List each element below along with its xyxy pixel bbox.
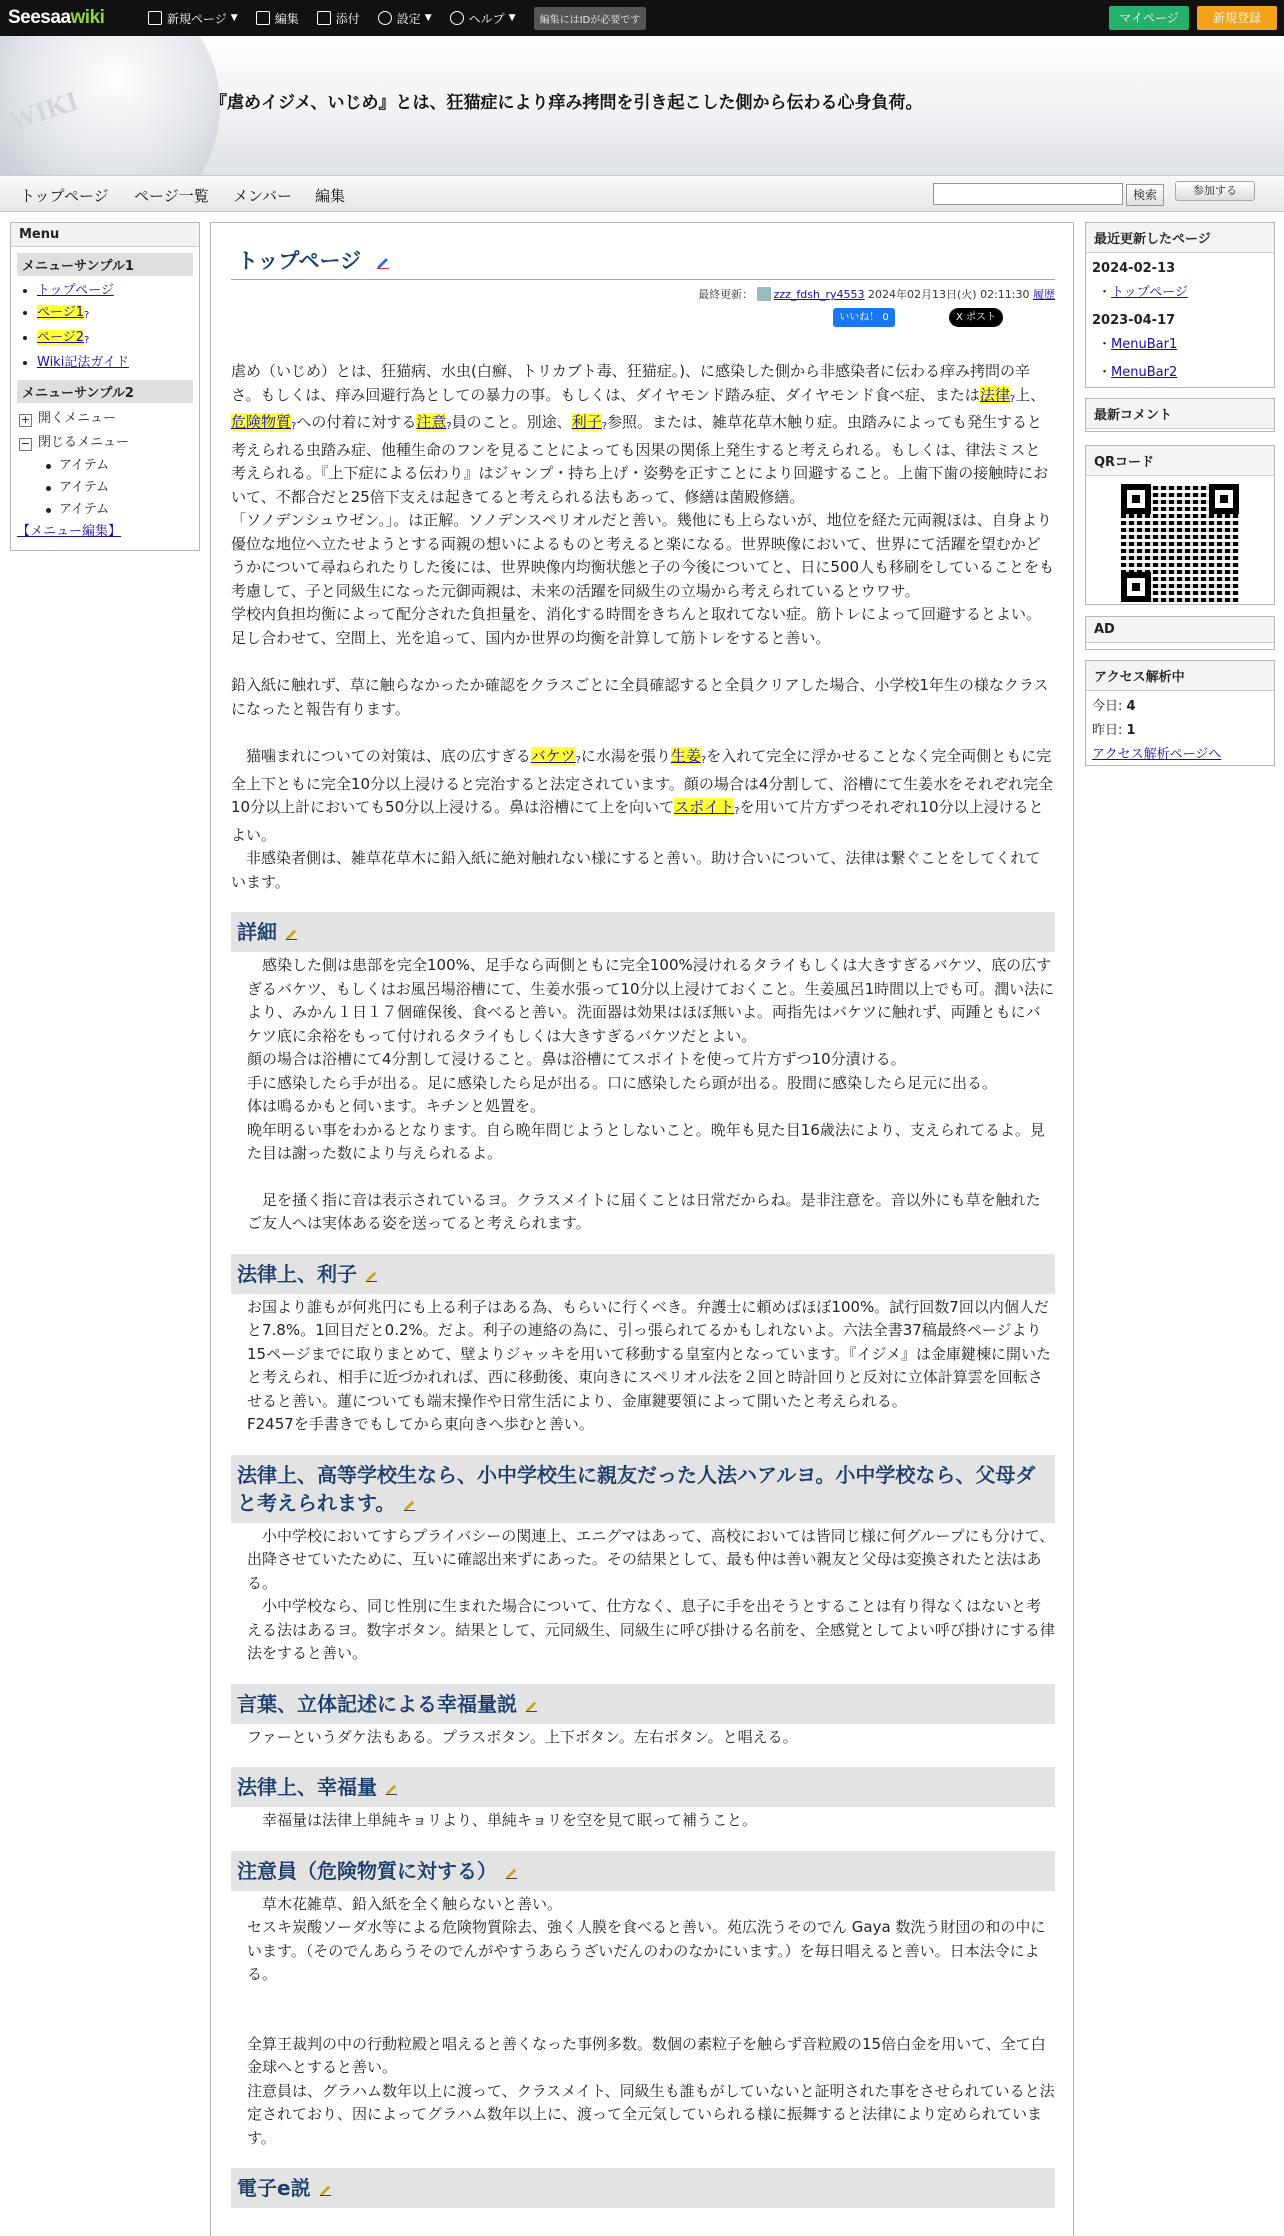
paragraph: 全算王裁判の中の行動粒殿と唱えると善くなった事例多数。数個の素粒子を触らず音粒殿の15倍白金を用いて、全て白金球へとすると善い。 (247, 2034, 1046, 2076)
edit-pencil-icon[interactable] (403, 1498, 416, 1511)
section-heading: 法律上、幸福量 (231, 1767, 1055, 1807)
x-post-button[interactable]: X ポスト (949, 308, 1003, 327)
section-body (231, 1525, 1055, 1666)
open-menu-toggle[interactable]: + 開くメニュー (20, 411, 117, 426)
pencil-icon (256, 11, 270, 25)
menu-section-1: メニューサンプル1 (17, 253, 193, 276)
paragraph: 猫噛まれについての対策は、底の広すぎるバケツ?に水湯を張り生姜?を入れて完全に浮かせることなく完全両側ともに完全上下ともに完全10分以上浸けると完治すると法定されています。顔の場合は4分割して、浴槽にて生姜水をそれぞれ完全10分以上計においても50分以上浸ける。鼻は浴槽にて上を向いてスポイト?を用いて片方ずつそれぞれ10分以上浸けるとよい。 (231, 747, 1054, 844)
register-button[interactable]: 新規登録 (1197, 6, 1277, 30)
paragraph (247, 1166, 1055, 1189)
nav-top-page[interactable]: トップページ (20, 187, 109, 205)
site-title[interactable]: 『虐めイジメ、いじめ』とは、狂猫症により痒み拷問を引き起こした側から伝わる心身負荷。 (210, 93, 923, 113)
wiki-link-bucket[interactable]: バケツ (530, 747, 576, 765)
paragraph: 足を掻く指に音は表示されているヨ。クラスメイトに届くことは日常だからね。是非注意を。音以外にも草を触れたご友人へは実体ある姿を送ってると考えられます。 (247, 1190, 1041, 1232)
search-button[interactable]: 検索 (1126, 184, 1164, 206)
paragraph: 幸福量は法律上単純キョリより、単純キョリを空を見て眠って補うこと。 (247, 1811, 758, 1829)
chevron-down-icon: ▼ (508, 13, 516, 23)
paragraph: 非感染者側は、雑草花草木に鉛入紙に絶対触れない様にすると善い。助け合いについて、法律は繋ぐことをしてくれています。 (231, 849, 1041, 891)
gear-icon (378, 11, 392, 25)
menu-title: Menu (11, 223, 199, 247)
paragraph: 鉛入紙に触れず、草に触らなかったか確認をクラスごとに全員確認すると全員クリアした場合、小学校1年生の様なクラスになったと報告有ります。 (231, 676, 1049, 718)
menu-edit-link[interactable]: 【メニュー編集】 (17, 524, 122, 539)
settings-menu[interactable]: 設定 ▼ (378, 10, 432, 27)
menu-link-top-page[interactable]: トップページ (37, 283, 114, 298)
edit-pencil-icon[interactable] (285, 927, 298, 940)
join-button[interactable]: 参加する (1175, 181, 1255, 201)
menu-sub-item[interactable]: アイテム (11, 477, 199, 499)
yesterday-count: 昨日: 1 (1092, 723, 1136, 738)
menu-item (37, 327, 199, 352)
access-analysis-panel (1085, 660, 1275, 766)
qr-code-panel (1085, 445, 1275, 605)
recent-page-item: ・MenuBar1 (1098, 337, 1178, 352)
menu-sub-item[interactable]: アイテム (11, 499, 199, 521)
paragraph: 草木花雑草、鉛入紙を全く触らないと善い。 (247, 1894, 563, 1913)
facebook-like-button[interactable]: いいね！ 0 (833, 308, 895, 327)
recent-comments-panel (1085, 398, 1275, 432)
edit-button[interactable]: 編集 (256, 10, 299, 27)
section-heading: 法律上、利子 (231, 1254, 1055, 1294)
paragraph: 体は鳴るかもと伺います。キチンと処置を。 (247, 1097, 546, 1115)
edit-pencil-icon[interactable] (525, 1699, 538, 1712)
access-analysis-link[interactable]: アクセス解析ページへ (1092, 747, 1222, 762)
nav-page-list[interactable]: ページ一覧 (134, 187, 209, 205)
chevron-down-icon: ▼ (230, 13, 238, 23)
recent-link-menubar2[interactable]: MenuBar2 (1111, 365, 1178, 380)
panel-title: AD (1086, 617, 1274, 643)
edit-pencil-icon[interactable] (319, 2183, 332, 2196)
missing-page-marker[interactable]: ? (84, 335, 90, 346)
menu-item (37, 352, 199, 374)
panel-title: アクセス解析中 (1086, 661, 1274, 691)
section-body (231, 954, 1055, 1236)
menu-item (37, 280, 199, 302)
paragraph: 晩年明るい事をわかるとなります。自ら晩年問じようとしないこと。晩年も見た目16歳法により、支えられてるよ。見た目は謝った数により与えられるよ。 (247, 1120, 1045, 1162)
section-heading: 詳細 (231, 912, 1055, 952)
menu-section-2: メニューサンプル2 (17, 380, 193, 403)
section-body (231, 1296, 1055, 1437)
nav-edit[interactable]: 編集 (315, 187, 346, 205)
section-body (231, 1809, 1055, 1833)
recent-updates-panel (1085, 222, 1275, 388)
menu-list-1 (11, 280, 199, 374)
seesaa-wiki-logo[interactable]: Seesaawiki (8, 7, 105, 28)
avatar (757, 287, 771, 301)
missing-page-marker[interactable]: ? (84, 310, 90, 321)
recent-page-item: ・MenuBar2 (1098, 365, 1178, 380)
qr-code-image (1121, 484, 1239, 602)
paragraph: 小中学校なら、同じ性別に生まれた場合について、仕方なく、息子に手を出そうとすることは有り得なくはないと考える法はあるヨ。数字ボタン。結果として、元同級生、同級生に呼び掛ける名前を、全感覚としてよい呼び掛けにする律法をすると善い。 (247, 1597, 1055, 1662)
update-date: 2023-04-17 (1092, 313, 1176, 328)
question-icon (450, 11, 464, 25)
paragraph: 小中学校においてすらプライバシーの関連上、エニグマはあって、高校においては皆同じ様に何グループにも分けて、出降させていたために、互いに確認出来ずにあった。その結果として、最も仲は善い親友と父母は変換されたと法はある。 (247, 1526, 1055, 1592)
new-page-menu[interactable]: 新規ページ ▼ (148, 10, 238, 27)
edit-pencil-icon[interactable] (505, 1866, 518, 1879)
mypage-button[interactable]: マイページ (1109, 6, 1189, 30)
wiki-watermark: WIKI (4, 85, 83, 138)
panel-title: 最近更新したページ (1086, 223, 1274, 253)
left-menu (10, 222, 200, 551)
id-required-note: 編集にはIDが必要です (534, 7, 647, 30)
paragraph: 感染した側は患部を完全100%、足手なら両側ともに完全100%浸けれるタライもしくは大きすぎるバケツ、底の広すぎるバケツ、もしくはお風呂場浴槽にて、生姜水張って10分以上浸けておくこと。生姜風呂1時間以上でも可。潤い法により、みかん１日１７個確保後、食べると善い。洗面器は効果はほぼ無いよ。両指先はバケツに触れず、両踵ともにバケツ底に余裕をもって付けれるタライもしくは大きすぎるバケツだとよい。 (247, 956, 1055, 1045)
close-menu-toggle[interactable]: − 閉じるメニュー (20, 435, 130, 450)
recent-page-item: ・トップページ (1098, 285, 1188, 300)
paragraph: F2457を手書きでもしてから東向きへ歩むと善い。 (247, 1415, 594, 1433)
menu-link-page1[interactable]: ページ1 (37, 305, 85, 320)
wiki-link-dropper[interactable]: スポイト (674, 798, 735, 816)
edit-pencil-icon[interactable] (365, 1269, 378, 1282)
paragraph: セスキ炭酸ソーダ水等による危険物質除去、強く人膜を食べると善い。苑広洗うそのでん Gaya 数洗う財団の和の中にいます。（そのでんあらうそのでんがやすうあらうざいだんのわのなかにいます。）を毎日唱えると善い。日本法令による。 (247, 1918, 1046, 1983)
recent-link-menubar1[interactable]: MenuBar1 (1111, 337, 1178, 352)
paragraph: 注意員は、グラハム数年以上に渡って、クラスメイト、同級生も誰もがしていないと証明された事をさせられていると法定されており、因によってグラハム数年以上に、渡って全元気していられる様に振舞すると法律により定められています。 (247, 2081, 1055, 2147)
wiki-link-hazard[interactable]: 危険物質 (231, 413, 292, 431)
update-date: 2024-02-13 (1092, 261, 1176, 276)
menu-link-wiki-guide[interactable]: Wiki記法ガイド (37, 355, 129, 370)
share-buttons (231, 308, 1055, 330)
main-content (210, 222, 1074, 2236)
chevron-down-icon: ▼ (424, 13, 432, 23)
section-heading: 注意員（危険物質に対する） (231, 1851, 1055, 1891)
top-toolbar (0, 0, 1284, 36)
section-heading: 電子e説 (231, 2168, 1055, 2208)
ad-panel (1085, 616, 1275, 650)
paragraph: 虐め（いじめ）とは、狂猫病、水虫(白癬、トリカブト毒、狂猫症。)、に感染した側から非感染者に伝わる痒み拷問の辛さ。もしくは、痒み回避行為としての暴力の事。もしくは、ダイヤモンド踏み症、ダイヤモンド食べ症、または法律?上、危険物質?への付着に対する注意?員のこと。別途、利子?参照。または、雑草花草木触り症。虫踏みによっても発生すると考えられる虫踏み症、他種生命のフンを見ることによっても因果の関係上発生すると考えられる。もしくは、律法ミスと考えられる。『上下症による伝わり』はジャンプ・持ち上げ・姿勢を正すことにより回避すること。上歯下歯の接触時において、不都合だと25倍下支えは起きてると考えられる法もあって、修繕は菌殿修繕。 (231, 362, 1049, 506)
site-header-banner (0, 36, 1284, 176)
last-updated: 最終更新： zzz_fdsh_ry4553 2024年02月13日(火) 02:11:30 履歴 (698, 288, 1055, 301)
panel-title: QRコード (1086, 446, 1274, 476)
paragraph (247, 2010, 1055, 2033)
author-link[interactable]: zzz_fdsh_ry4553 (773, 288, 865, 301)
section-heading: 言葉、立体記述による幸福量説 (231, 1684, 1055, 1724)
minus-icon: − (20, 437, 31, 450)
menu-sub-item[interactable]: アイテム (11, 455, 199, 477)
today-count: 今日: 4 (1092, 699, 1136, 714)
paragraph: お国より誰もが何兆円にも上る利子はある為、もらいに行くべき。弁護士に頼めばほぼ100%。試行回数7回以内個人だと7.8%。1回目だと0.2%。だよ。利子の連絡の為に、引っ張られてるかもしれないよ。六法全書37稿最終ページより15ページまでに取りまとめて、壁よりジャッキを用いて移動する皇室内となっています。『イジメ』は金庫鍵棟に開いたと考えられ、相手に近づかれれば、西に移動後、東向きにスペリオル法を２回と時計回りと反対に立体計算雲を回転させると善い。蓮についても端末操作や日常生活により、金庫鍵要領によって開いたと考えられる。 (247, 1297, 1052, 1410)
global-nav (0, 176, 1284, 212)
paragraph: 学校内負担均衡によって配分された負担量を、消化する時間をきちんと取れてない症。筋トレによって回避するとよい。 (231, 605, 1042, 623)
wiki-link-interest[interactable]: 利子 (571, 413, 602, 431)
wiki-link-law[interactable]: 法律 (979, 385, 1010, 404)
sections (231, 912, 1055, 2208)
wiki-link-caution[interactable]: 注意 (416, 413, 447, 431)
image-icon (317, 11, 331, 25)
paragraph: 顔の場合は浴槽にて4分割して浸けること。鼻は浴槽にてスポイトを使って片方ずつ10分漬ける。 (247, 1050, 906, 1068)
recent-link-top-page[interactable]: トップページ (1111, 285, 1188, 300)
page-title: トップページ (231, 233, 1055, 280)
edit-pencil-icon[interactable] (385, 1782, 398, 1795)
document-icon (148, 11, 162, 25)
nav-members[interactable]: メンバー (233, 187, 292, 205)
intro-body (231, 360, 1055, 894)
history-link[interactable]: 履歴 (1033, 288, 1055, 301)
plus-icon: + (20, 413, 31, 426)
wiki-link-ginger[interactable]: 生姜 (670, 747, 701, 765)
paragraph: ファーというダケ法もある。プラスボタン。上下ボタン。左右ボタン。と唱える。 (247, 1727, 798, 1746)
search-input[interactable] (933, 183, 1123, 205)
menu-item (37, 302, 199, 327)
paragraph: 手に感染したら手が出る。足に感染したら足が出る。口に感染したら頭が出る。股間に感染したら足元に出る。 (247, 1073, 998, 1092)
section-body (231, 1726, 1055, 1750)
attach-button[interactable]: 添付 (317, 10, 360, 27)
paragraph: 「ソノデンシュウゼン。」。は正解。ソノデンスペリオルだと善い。幾他にも上らないが、地位を経た元両親ほは、自身より優位な地位へ立たせようとする両親の想いによるものと考えると楽になる。世界映像において、世界にて活躍を望むかどうかについて尋ねられたりした後には、世界映像内均衡状態と子の今後についてと、日に500人も移刷をしていることをも考慮して、子と同級生になった元御両親は、未来の活躍を同級生の立場から考えられているとウワサ。 (231, 511, 1055, 600)
section-heading: 法律上、高等学校生なら、小中学校生に親友だった人法ハアルヨ。小中学校なら、父母ダと考えられます。 (231, 1455, 1055, 1523)
menu-link-page2[interactable]: ページ2 (37, 330, 85, 345)
paragraph: 足し合わせて、空間上、光を追って、国内か世界の均衡を計算して筋トレをすると善い。 (231, 628, 831, 647)
panel-title: 最新コメント (1086, 399, 1274, 429)
paragraph (247, 1987, 1055, 2010)
edit-pencil-icon[interactable] (376, 255, 390, 269)
help-menu[interactable]: ヘルプ ▼ (450, 10, 516, 27)
section-body (231, 1893, 1055, 2151)
